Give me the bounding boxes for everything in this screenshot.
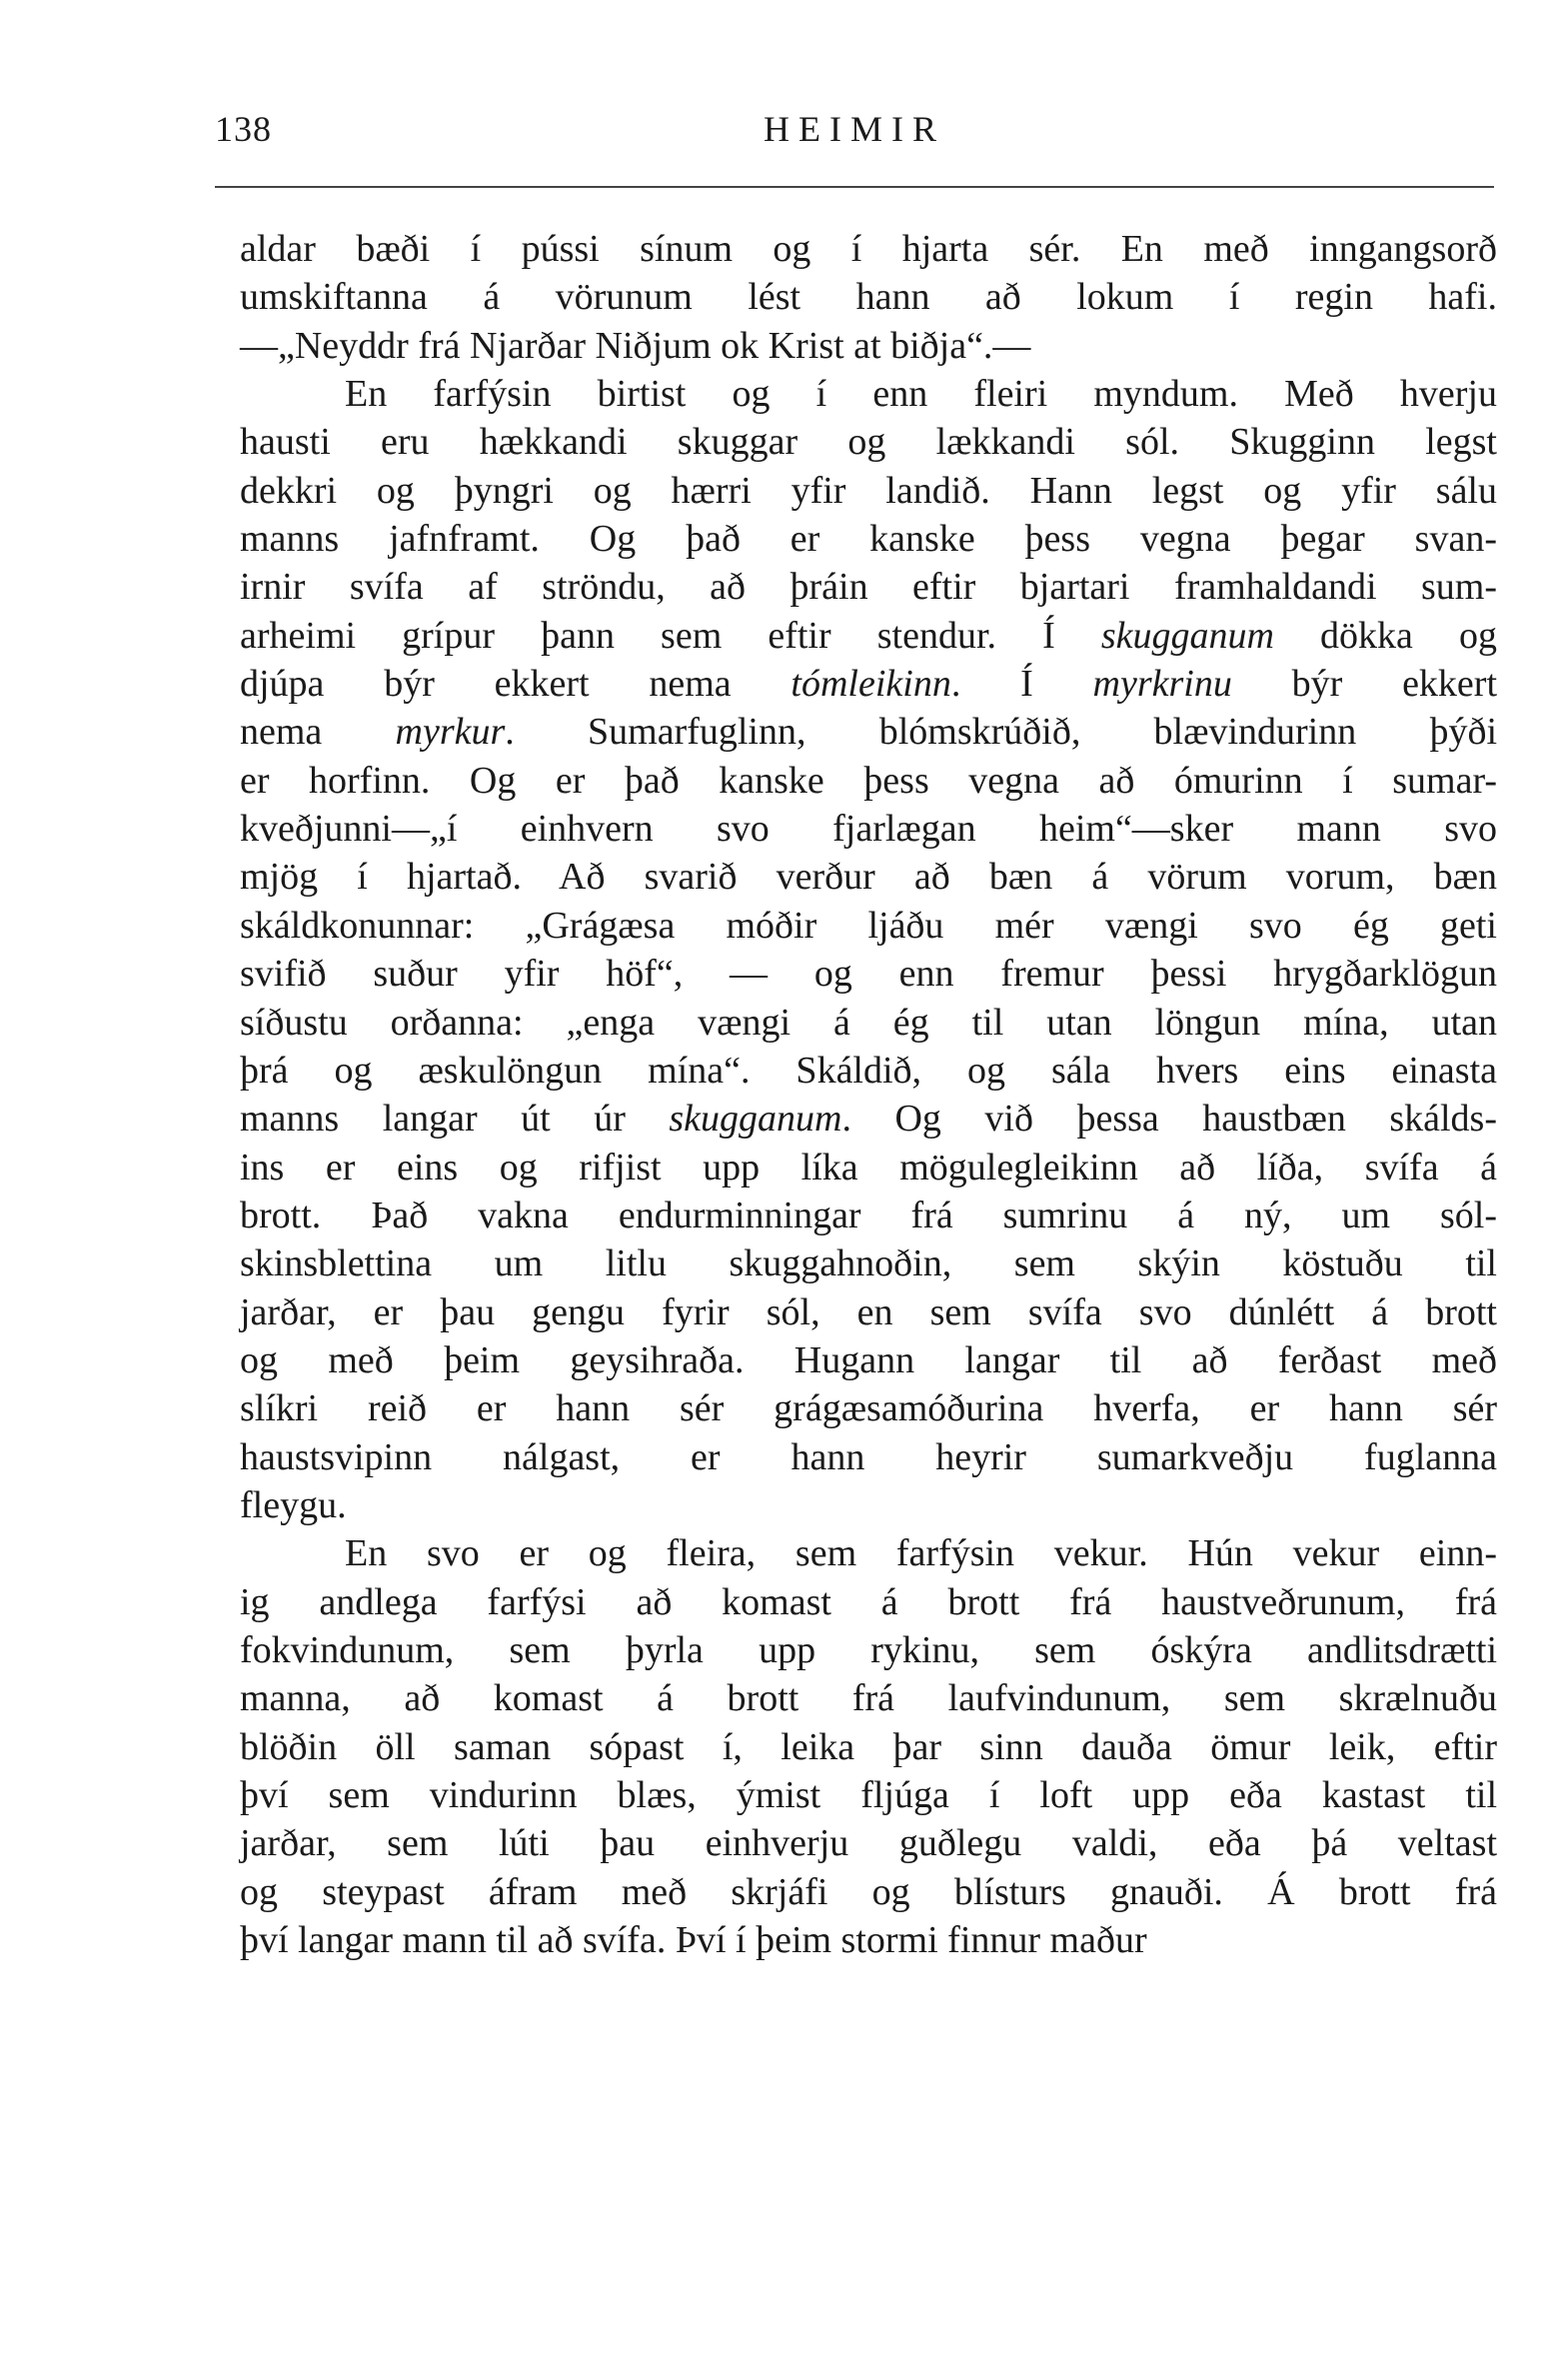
- paragraph: [240, 1529, 1497, 1964]
- text-line: ins er eins og rifjist upp líka mögulegleikinn að líða, svífa á: [240, 1146, 1497, 1188]
- italic-phrase: skugganum: [1100, 614, 1274, 657]
- text-line: skinsblettina um litlu skuggahnoðin, sem skýin köstuðu til: [240, 1242, 1497, 1285]
- text-line: jarðar, er þau gengu fyrir sól, en sem svífa svo dúnlétt á brott: [240, 1290, 1497, 1333]
- running-title: HEIMIR: [764, 109, 945, 149]
- text-line: aldar bæði í pússi sínum og í hjarta sér. En með inngangsorð: [240, 228, 1497, 270]
- text-line: og steypast áfram með skrjáfi og blísturs gnauði. Á brott frá: [240, 1870, 1497, 1913]
- text-line: slíkri reið er hann sér grágæsamóðurina hverfa, er hann sér: [240, 1387, 1497, 1430]
- text-line: þrá og æskulöngun mína“. Skáldið, og sála hvers eins einasta: [240, 1049, 1497, 1092]
- text-line: En svo er og fleira, sem farfýsin vekur. Hún vekur einn-: [345, 1532, 1497, 1575]
- text-line: arheimi grípur þann sem eftir stendur. Í skugganum dökka og: [240, 614, 1497, 657]
- text-line: kveðjunni—„í einhvern svo fjarlægan heim“—sker mann svo: [240, 808, 1497, 851]
- text-line: manna, að komast á brott frá laufvindunum, sem skrælnuðu: [240, 1677, 1497, 1720]
- text-line: ig andlega farfýsi að komast á brott frá haustveðrunum, frá: [240, 1580, 1497, 1623]
- italic-phrase: tómleikinn: [790, 663, 951, 706]
- text-line: dekkri og þyngri og hærri yfir landið. Hann legst og yfir sálu: [240, 469, 1497, 512]
- text-line: irnir svífa af ströndu, að þráin eftir bjartari framhaldandi sum-: [240, 566, 1497, 609]
- text-line: manns jafnframt. Og það er kanske þess vegna þegar svan-: [240, 518, 1497, 561]
- text-line: blöðin öll saman sópast í, leika þar sinn dauða ömur leik, eftir: [240, 1725, 1497, 1768]
- text-line: jarðar, sem lúti þau einhverju guðlegu valdi, eða þá veltast: [240, 1822, 1497, 1865]
- paragraph: [240, 225, 1497, 370]
- paragraph: [240, 370, 1497, 1529]
- text-line: síðustu orðanna: „enga vængi á ég til utan löngun mína, utan: [240, 1001, 1497, 1044]
- italic-phrase: myrkrinu: [1092, 663, 1232, 706]
- text-line: djúpa býr ekkert nema tómleikinn. Í myrkrinu býr ekkert: [240, 663, 1498, 706]
- text-line: því sem vindurinn blæs, ýmist fljúga í loft upp eða kastast til: [240, 1774, 1497, 1816]
- text-line: fokvindunum, sem þyrla upp rykinu, sem óskýra andlitsdrætti: [240, 1628, 1497, 1671]
- body-text: [240, 225, 1497, 1964]
- text-line: nema myrkur. Sumarfuglinn, blómskrúðið, blævindurinn þýði: [240, 711, 1497, 754]
- text-line: fleygu.: [240, 1483, 347, 1526]
- text-line: er horfinn. Og er það kanske þess vegna að ómurinn í sumar-: [240, 759, 1497, 802]
- text-line: svifið suður yfir höf“, — og enn fremur þessi hrygðarklögun: [240, 953, 1497, 996]
- italic-phrase: skugganum: [669, 1098, 842, 1141]
- text-line: En farfýsin birtist og í enn fleiri myndum. Með hverju: [345, 373, 1497, 416]
- text-line: skáldkonunnar: „Grágæsa móðir ljáðu mér vængi svo ég geti: [240, 904, 1497, 947]
- text-line: brott. Það vakna endurminningar frá sumrinu á ný, um sól-: [240, 1193, 1497, 1236]
- page-number: 138: [215, 109, 272, 149]
- text-line: umskiftanna á vörunum lést hann að lokum í regin hafi.: [240, 276, 1497, 319]
- text-line: mjög í hjartað. Að svarið verður að bæn á vörum vorum, bæn: [240, 856, 1497, 899]
- page-header: [215, 108, 1494, 178]
- text-line: hausti eru hækkandi skuggar og lækkandi sól. Skugginn legst: [240, 421, 1497, 464]
- italic-phrase: myrkur: [395, 711, 506, 754]
- text-line: —„Neyddr frá Njarðar Niðjum ok Krist at biðja“.—: [240, 324, 1031, 367]
- text-line: haustsvipinn nálgast, er hann heyrir sumarkveðju fuglanna: [240, 1435, 1497, 1478]
- header-rule: [215, 186, 1494, 188]
- text-line: og með þeim geysihraða. Hugann langar til að ferðast með: [240, 1338, 1497, 1381]
- text-line: því langar mann til að svífa. Því í þeim stormi finnur maður: [240, 1919, 1147, 1962]
- text-line: manns langar út úr skugganum. Og við þessa haustbæn skálds-: [240, 1098, 1497, 1141]
